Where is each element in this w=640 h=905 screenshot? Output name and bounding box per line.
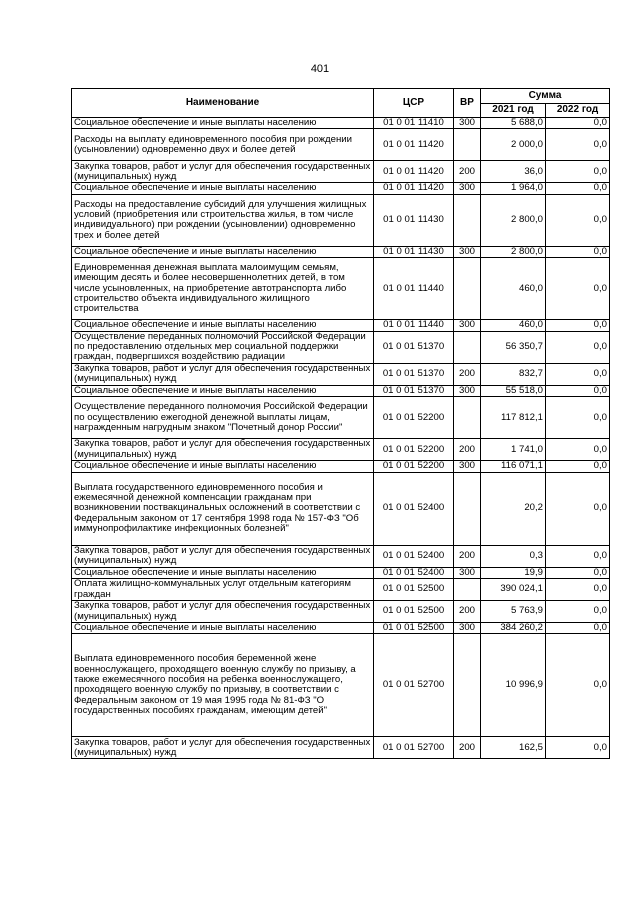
header-name: Наименование bbox=[72, 89, 374, 118]
row-name: Осуществление переданных полномочий Российской Федерации по предоставлению отдельных мер социальной поддержки граждан, подвергшихся воздействию радиации bbox=[72, 331, 374, 363]
row-vr bbox=[454, 472, 481, 545]
row-amount-2021: 2 000,0 bbox=[481, 129, 546, 161]
row-amount-2022: 0,0 bbox=[546, 579, 610, 601]
row-name: Социальное обеспечение и иные выплаты населению bbox=[72, 567, 374, 578]
table-row bbox=[72, 567, 610, 578]
table-row bbox=[72, 129, 610, 161]
row-csr: 01 0 01 11430 bbox=[374, 194, 454, 246]
row-amount-2021: 5 763,9 bbox=[481, 601, 546, 623]
row-csr: 01 0 01 52200 bbox=[374, 461, 454, 472]
row-amount-2021: 460,0 bbox=[481, 258, 546, 320]
row-amount-2021: 384 260,2 bbox=[481, 623, 546, 634]
table-body bbox=[72, 118, 610, 759]
row-csr: 01 0 01 52500 bbox=[374, 601, 454, 623]
row-vr bbox=[454, 397, 481, 439]
row-amount-2022: 0,0 bbox=[546, 623, 610, 634]
row-name: Социальное обеспечение и иные выплаты населению bbox=[72, 246, 374, 257]
row-vr: 300 bbox=[454, 320, 481, 331]
row-csr: 01 0 01 11420 bbox=[374, 161, 454, 183]
table-row bbox=[72, 397, 610, 439]
row-csr: 01 0 01 52500 bbox=[374, 579, 454, 601]
row-vr: 300 bbox=[454, 623, 481, 634]
row-amount-2022: 0,0 bbox=[546, 397, 610, 439]
header-year-2022: 2022 год bbox=[546, 104, 610, 118]
row-csr: 01 0 01 11440 bbox=[374, 320, 454, 331]
row-name: Закупка товаров, работ и услуг для обеспечения государственных (муниципальных) нужд bbox=[72, 737, 374, 759]
header-sum: Сумма bbox=[481, 89, 610, 104]
row-amount-2021: 0,3 bbox=[481, 545, 546, 567]
row-csr: 01 0 01 11420 bbox=[374, 129, 454, 161]
table-row bbox=[72, 623, 610, 634]
row-name: Социальное обеспечение и иные выплаты населению bbox=[72, 623, 374, 634]
row-name: Социальное обеспечение и иные выплаты населению bbox=[72, 118, 374, 129]
row-name: Закупка товаров, работ и услуг для обеспечения государственных (муниципальных) нужд bbox=[72, 439, 374, 461]
table-row bbox=[72, 601, 610, 623]
budget-table bbox=[71, 88, 610, 759]
row-vr: 200 bbox=[454, 439, 481, 461]
table-row bbox=[72, 439, 610, 461]
table-row bbox=[72, 545, 610, 567]
table-row bbox=[72, 331, 610, 363]
row-amount-2021: 116 071,1 bbox=[481, 461, 546, 472]
table-row bbox=[72, 737, 610, 759]
row-vr: 300 bbox=[454, 183, 481, 194]
table-row bbox=[72, 579, 610, 601]
row-amount-2021: 117 812,1 bbox=[481, 397, 546, 439]
table-row bbox=[72, 472, 610, 545]
row-name: Осуществление переданного полномочия Российской Федерации по осуществлению ежегодной денежной выплаты лицам, награжденным нагрудным знаком "Почетный донор России" bbox=[72, 397, 374, 439]
row-vr bbox=[454, 331, 481, 363]
row-amount-2022: 0,0 bbox=[546, 246, 610, 257]
table-row bbox=[72, 634, 610, 737]
row-name: Закупка товаров, работ и услуг для обеспечения государственных (муниципальных) нужд bbox=[72, 363, 374, 385]
table-row bbox=[72, 194, 610, 246]
row-name: Расходы на выплату единовременного пособия при рождении (усыновлении) одновременно двух и более детей bbox=[72, 129, 374, 161]
row-amount-2021: 55 518,0 bbox=[481, 385, 546, 396]
row-vr: 300 bbox=[454, 246, 481, 257]
page-number: 401 bbox=[310, 63, 330, 75]
row-amount-2021: 2 800,0 bbox=[481, 194, 546, 246]
row-csr: 01 0 01 51370 bbox=[374, 385, 454, 396]
table-row bbox=[72, 320, 610, 331]
row-vr bbox=[454, 579, 481, 601]
header-vr: ВР bbox=[454, 89, 481, 118]
row-vr: 300 bbox=[454, 461, 481, 472]
row-csr: 01 0 01 52400 bbox=[374, 545, 454, 567]
row-csr: 01 0 01 52500 bbox=[374, 623, 454, 634]
row-vr: 200 bbox=[454, 363, 481, 385]
row-name: Расходы на предоставление субсидий для улучшения жилищных условий (приобретения или строительства жилья, в том числе индивидуального) при рождении (усыновлении) одновременно трех и более детей bbox=[72, 194, 374, 246]
row-csr: 01 0 01 52400 bbox=[374, 472, 454, 545]
table-row bbox=[72, 161, 610, 183]
row-csr: 01 0 01 51370 bbox=[374, 363, 454, 385]
row-amount-2021: 390 024,1 bbox=[481, 579, 546, 601]
row-amount-2021: 162,5 bbox=[481, 737, 546, 759]
row-vr bbox=[454, 129, 481, 161]
row-name: Закупка товаров, работ и услуг для обеспечения государственных (муниципальных) нужд bbox=[72, 161, 374, 183]
row-amount-2021: 10 996,9 bbox=[481, 634, 546, 737]
table-row bbox=[72, 246, 610, 257]
row-name: Выплата государственного единовременного пособия и ежемесячной денежной компенсации гражданам при возникновении поствакцинальных осложнений в соответствии с Федеральным законом от 17 сентября 1998 года № 157-ФЗ "Об иммунопрофилактике инфекционных болезней" bbox=[72, 472, 374, 545]
row-amount-2022: 0,0 bbox=[546, 385, 610, 396]
table-row bbox=[72, 363, 610, 385]
table-row bbox=[72, 118, 610, 129]
row-amount-2021: 1 741,0 bbox=[481, 439, 546, 461]
row-vr bbox=[454, 634, 481, 737]
row-amount-2022: 0,0 bbox=[546, 439, 610, 461]
row-vr: 200 bbox=[454, 601, 481, 623]
row-amount-2021: 36,0 bbox=[481, 161, 546, 183]
row-name: Закупка товаров, работ и услуг для обеспечения государственных (муниципальных) нужд bbox=[72, 601, 374, 623]
row-amount-2022: 0,0 bbox=[546, 461, 610, 472]
table-row bbox=[72, 183, 610, 194]
row-vr: 300 bbox=[454, 385, 481, 396]
row-name: Единовременная денежная выплата малоимущим семьям, имеющим десять и более несовершеннолетних детей, в том числе усыновленных, на приобретение автотранспорта либо строительство объекта индивидуального жилищного строительства bbox=[72, 258, 374, 320]
table-row bbox=[72, 461, 610, 472]
row-csr: 01 0 01 52700 bbox=[374, 634, 454, 737]
header-csr: ЦСР bbox=[374, 89, 454, 118]
row-amount-2022: 0,0 bbox=[546, 331, 610, 363]
row-amount-2021: 2 800,0 bbox=[481, 246, 546, 257]
row-vr: 300 bbox=[454, 567, 481, 578]
row-name: Социальное обеспечение и иные выплаты населению bbox=[72, 320, 374, 331]
row-amount-2022: 0,0 bbox=[546, 161, 610, 183]
row-amount-2021: 832,7 bbox=[481, 363, 546, 385]
row-csr: 01 0 01 52200 bbox=[374, 397, 454, 439]
row-csr: 01 0 01 51370 bbox=[374, 331, 454, 363]
row-csr: 01 0 01 11440 bbox=[374, 258, 454, 320]
row-name: Социальное обеспечение и иные выплаты населению bbox=[72, 385, 374, 396]
table-row bbox=[72, 385, 610, 396]
row-amount-2021: 20,2 bbox=[481, 472, 546, 545]
row-amount-2022: 0,0 bbox=[546, 545, 610, 567]
row-csr: 01 0 01 52400 bbox=[374, 567, 454, 578]
row-amount-2021: 19,9 bbox=[481, 567, 546, 578]
row-vr: 200 bbox=[454, 161, 481, 183]
row-amount-2022: 0,0 bbox=[546, 129, 610, 161]
row-csr: 01 0 01 11410 bbox=[374, 118, 454, 129]
row-name: Закупка товаров, работ и услуг для обеспечения государственных (муниципальных) нужд bbox=[72, 545, 374, 567]
row-amount-2022: 0,0 bbox=[546, 258, 610, 320]
header-year-2021: 2021 год bbox=[481, 104, 546, 118]
row-vr: 200 bbox=[454, 737, 481, 759]
row-name: Социальное обеспечение и иные выплаты населению bbox=[72, 183, 374, 194]
row-csr: 01 0 01 11430 bbox=[374, 246, 454, 257]
row-amount-2022: 0,0 bbox=[546, 737, 610, 759]
row-amount-2022: 0,0 bbox=[546, 634, 610, 737]
row-csr: 01 0 01 52200 bbox=[374, 439, 454, 461]
row-amount-2022: 0,0 bbox=[546, 194, 610, 246]
row-vr bbox=[454, 194, 481, 246]
row-name: Оплата жилищно-коммунальных услуг отдельным категориям граждан bbox=[72, 579, 374, 601]
row-amount-2022: 0,0 bbox=[546, 601, 610, 623]
row-amount-2021: 1 964,0 bbox=[481, 183, 546, 194]
row-vr bbox=[454, 258, 481, 320]
row-csr: 01 0 01 52700 bbox=[374, 737, 454, 759]
row-amount-2022: 0,0 bbox=[546, 118, 610, 129]
row-amount-2021: 460,0 bbox=[481, 320, 546, 331]
row-amount-2021: 5 688,0 bbox=[481, 118, 546, 129]
row-amount-2022: 0,0 bbox=[546, 320, 610, 331]
row-vr: 300 bbox=[454, 118, 481, 129]
row-amount-2022: 0,0 bbox=[546, 567, 610, 578]
table-header-row bbox=[72, 89, 610, 104]
row-amount-2022: 0,0 bbox=[546, 472, 610, 545]
row-amount-2022: 0,0 bbox=[546, 363, 610, 385]
row-vr: 200 bbox=[454, 545, 481, 567]
table-row bbox=[72, 258, 610, 320]
row-name: Социальное обеспечение и иные выплаты населению bbox=[72, 461, 374, 472]
row-amount-2021: 56 350,7 bbox=[481, 331, 546, 363]
row-name: Выплата единовременного пособия беременной жене военнослужащего, проходящего военную службу по призыву, а также ежемесячного пособия на ребенка военнослужащего, проходящего военную службу по призыву, в соответствии с Федеральным законом от 19 мая 1995 года № 81-ФЗ "О государственных пособиях гражданам, имеющим детей" bbox=[72, 634, 374, 737]
row-csr: 01 0 01 11420 bbox=[374, 183, 454, 194]
row-amount-2022: 0,0 bbox=[546, 183, 610, 194]
